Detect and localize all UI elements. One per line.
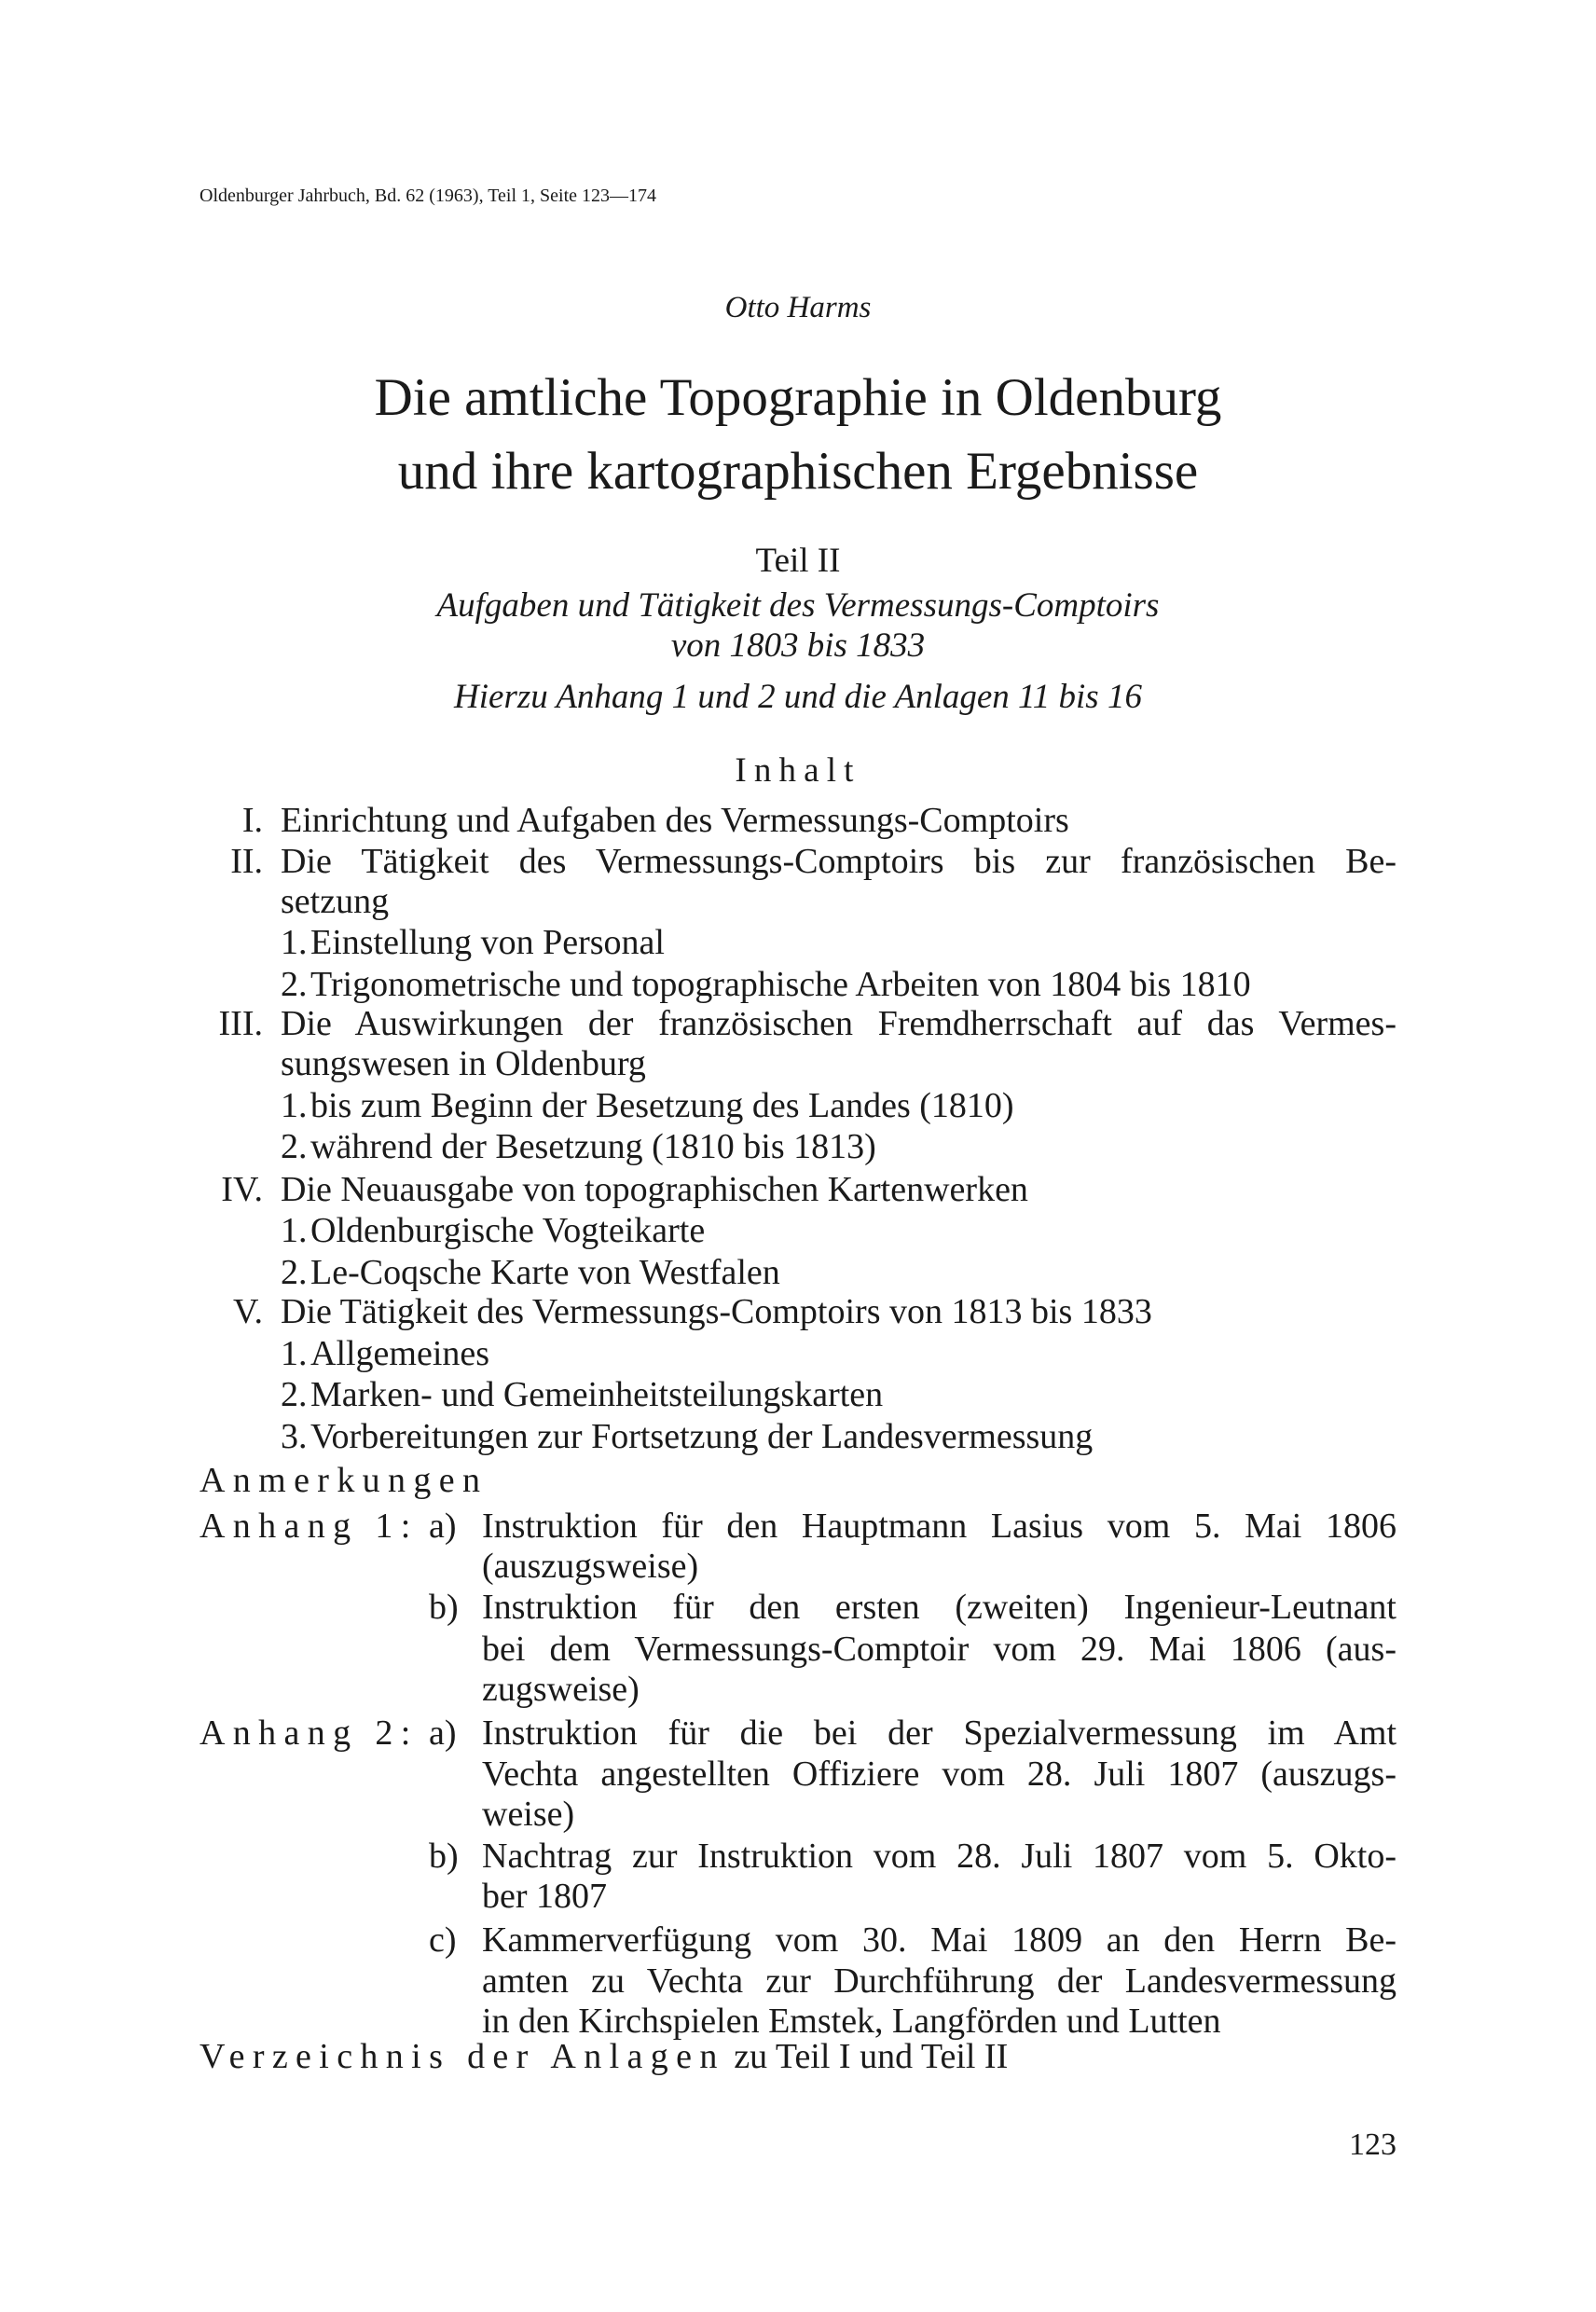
toc-sub-number: 1. — [281, 923, 308, 962]
notes-heading: Anmerkungen — [200, 1461, 488, 1500]
item-text: Instruktion für die bei der Spezialvermessung im Amt — [482, 1713, 1396, 1753]
journal-header: Oldenburger Jahrbuch, Bd. 62 (1963), Teil 1, Seite 123—174 — [200, 186, 657, 206]
toc-number: II. — [230, 842, 263, 881]
subtitle-line-1: Aufgaben und Tätigkeit des Vermessungs-Comptoirs — [436, 586, 1160, 625]
toc-entry: sungswesen in Oldenburg — [281, 1044, 646, 1083]
item-text: Instruktion für den Hauptmann Lasius vom 5. Mai 1806 — [482, 1507, 1396, 1546]
item-text: Vechta angestellten Offiziere vom 28. Juli 1807 (auszugs- — [482, 1755, 1396, 1794]
title-line-2: und ihre kartographischen Ergebnisse — [397, 442, 1199, 501]
item-text: (auszugsweise) — [482, 1547, 699, 1586]
subtitle-line-2: von 1803 bis 1833 — [670, 626, 926, 665]
item-letter: b) — [429, 1837, 459, 1876]
item-text: Kammerverfügung vom 30. Mai 1809 an den Herrn Be- — [482, 1920, 1396, 1960]
toc-sub-entry: während der Besetzung (1810 bis 1813) — [310, 1127, 876, 1166]
item-letter: c) — [429, 1920, 457, 1960]
toc-sub-entry: Marken- und Gemeinheitsteilungskarten — [310, 1375, 884, 1414]
toc-sub-entry: Allgemeines — [310, 1334, 490, 1373]
item-letter: a) — [429, 1713, 457, 1753]
toc-entry: setzung — [281, 882, 390, 921]
appendix-note: Hierzu Anhang 1 und 2 und die Anlagen 11 bis 16 — [454, 678, 1142, 716]
toc-number: IV. — [221, 1170, 263, 1209]
toc-sub-entry: Einstellung von Personal — [310, 923, 665, 962]
toc-sub-number: 2. — [281, 1127, 308, 1166]
toc-number: I. — [241, 801, 263, 840]
toc-sub-number: 3. — [281, 1417, 308, 1456]
item-text: zugsweise) — [482, 1670, 640, 1709]
toc-sub-number: 1. — [281, 1334, 308, 1373]
item-letter: b) — [429, 1588, 459, 1627]
toc-entry: Die Tätigkeit des Vermessungs-Comptoirs von 1813 bis 1833 — [281, 1292, 1152, 1331]
appendix-label: Anhang 2: — [200, 1713, 419, 1753]
toc-sub-number: 1. — [281, 1211, 308, 1250]
part-label: Teil II — [755, 542, 841, 580]
toc-sub-entry: bis zum Beginn der Besetzung des Landes (1810) — [310, 1086, 1014, 1125]
item-text: in den Kirchspielen Emstek, Langförden und Lutten — [482, 2002, 1221, 2041]
toc-entry: Die Auswirkungen der französischen Fremdherrschaft auf das Vermes- — [281, 1004, 1396, 1043]
item-text: bei dem Vermessungs-Comptoir vom 29. Mai 1806 (aus- — [482, 1630, 1396, 1669]
toc-number: III. — [218, 1004, 263, 1043]
index-heading-rest: zu Teil I und Teil II — [724, 2037, 1009, 2076]
toc-sub-number: 2. — [281, 965, 308, 1004]
title-line-1: Die amtliche Topographie in Oldenburg — [374, 368, 1222, 427]
contents-heading: Inhalt — [735, 751, 861, 790]
item-text: ber 1807 — [482, 1877, 608, 1916]
toc-entry: Die Tätigkeit des Vermessungs-Comptoirs bis zur französischen Be- — [281, 842, 1396, 881]
index-heading-spaced: Verzeichnis der Anlagen — [200, 2037, 725, 2076]
item-text: weise) — [482, 1795, 575, 1834]
author: Otto Harms — [724, 291, 872, 324]
toc-sub-number: 2. — [281, 1375, 308, 1414]
item-text: amten zu Vechta zur Durchführung der Landesvermessung — [482, 1961, 1396, 2001]
toc-sub-number: 1. — [281, 1086, 308, 1125]
toc-sub-entry: Trigonometrische und topographische Arbeiten von 1804 bis 1810 — [310, 965, 1251, 1004]
page-number: 123 — [1349, 2127, 1396, 2162]
item-letter: a) — [429, 1507, 457, 1546]
toc-number: V. — [232, 1292, 263, 1331]
toc-sub-entry: Vorbereitungen zur Fortsetzung der Landesvermessung — [310, 1417, 1094, 1456]
appendix-label: Anhang 1: — [200, 1507, 419, 1546]
index-heading — [200, 2036, 1008, 2077]
item-text: Nachtrag zur Instruktion vom 28. Juli 1807 vom 5. Okto- — [482, 1837, 1396, 1876]
toc-entry: Einrichtung und Aufgaben des Vermessungs-Comptoirs — [281, 801, 1069, 840]
toc-sub-number: 2. — [281, 1253, 308, 1292]
item-text: Instruktion für den ersten (zweiten) Ingenieur-Leutnant — [482, 1588, 1396, 1627]
toc-entry: Die Neuausgabe von topographischen Kartenwerken — [281, 1170, 1028, 1209]
toc-sub-entry: Oldenburgische Vogteikarte — [310, 1211, 706, 1250]
toc-sub-entry: Le-Coqsche Karte von Westfalen — [310, 1253, 780, 1292]
